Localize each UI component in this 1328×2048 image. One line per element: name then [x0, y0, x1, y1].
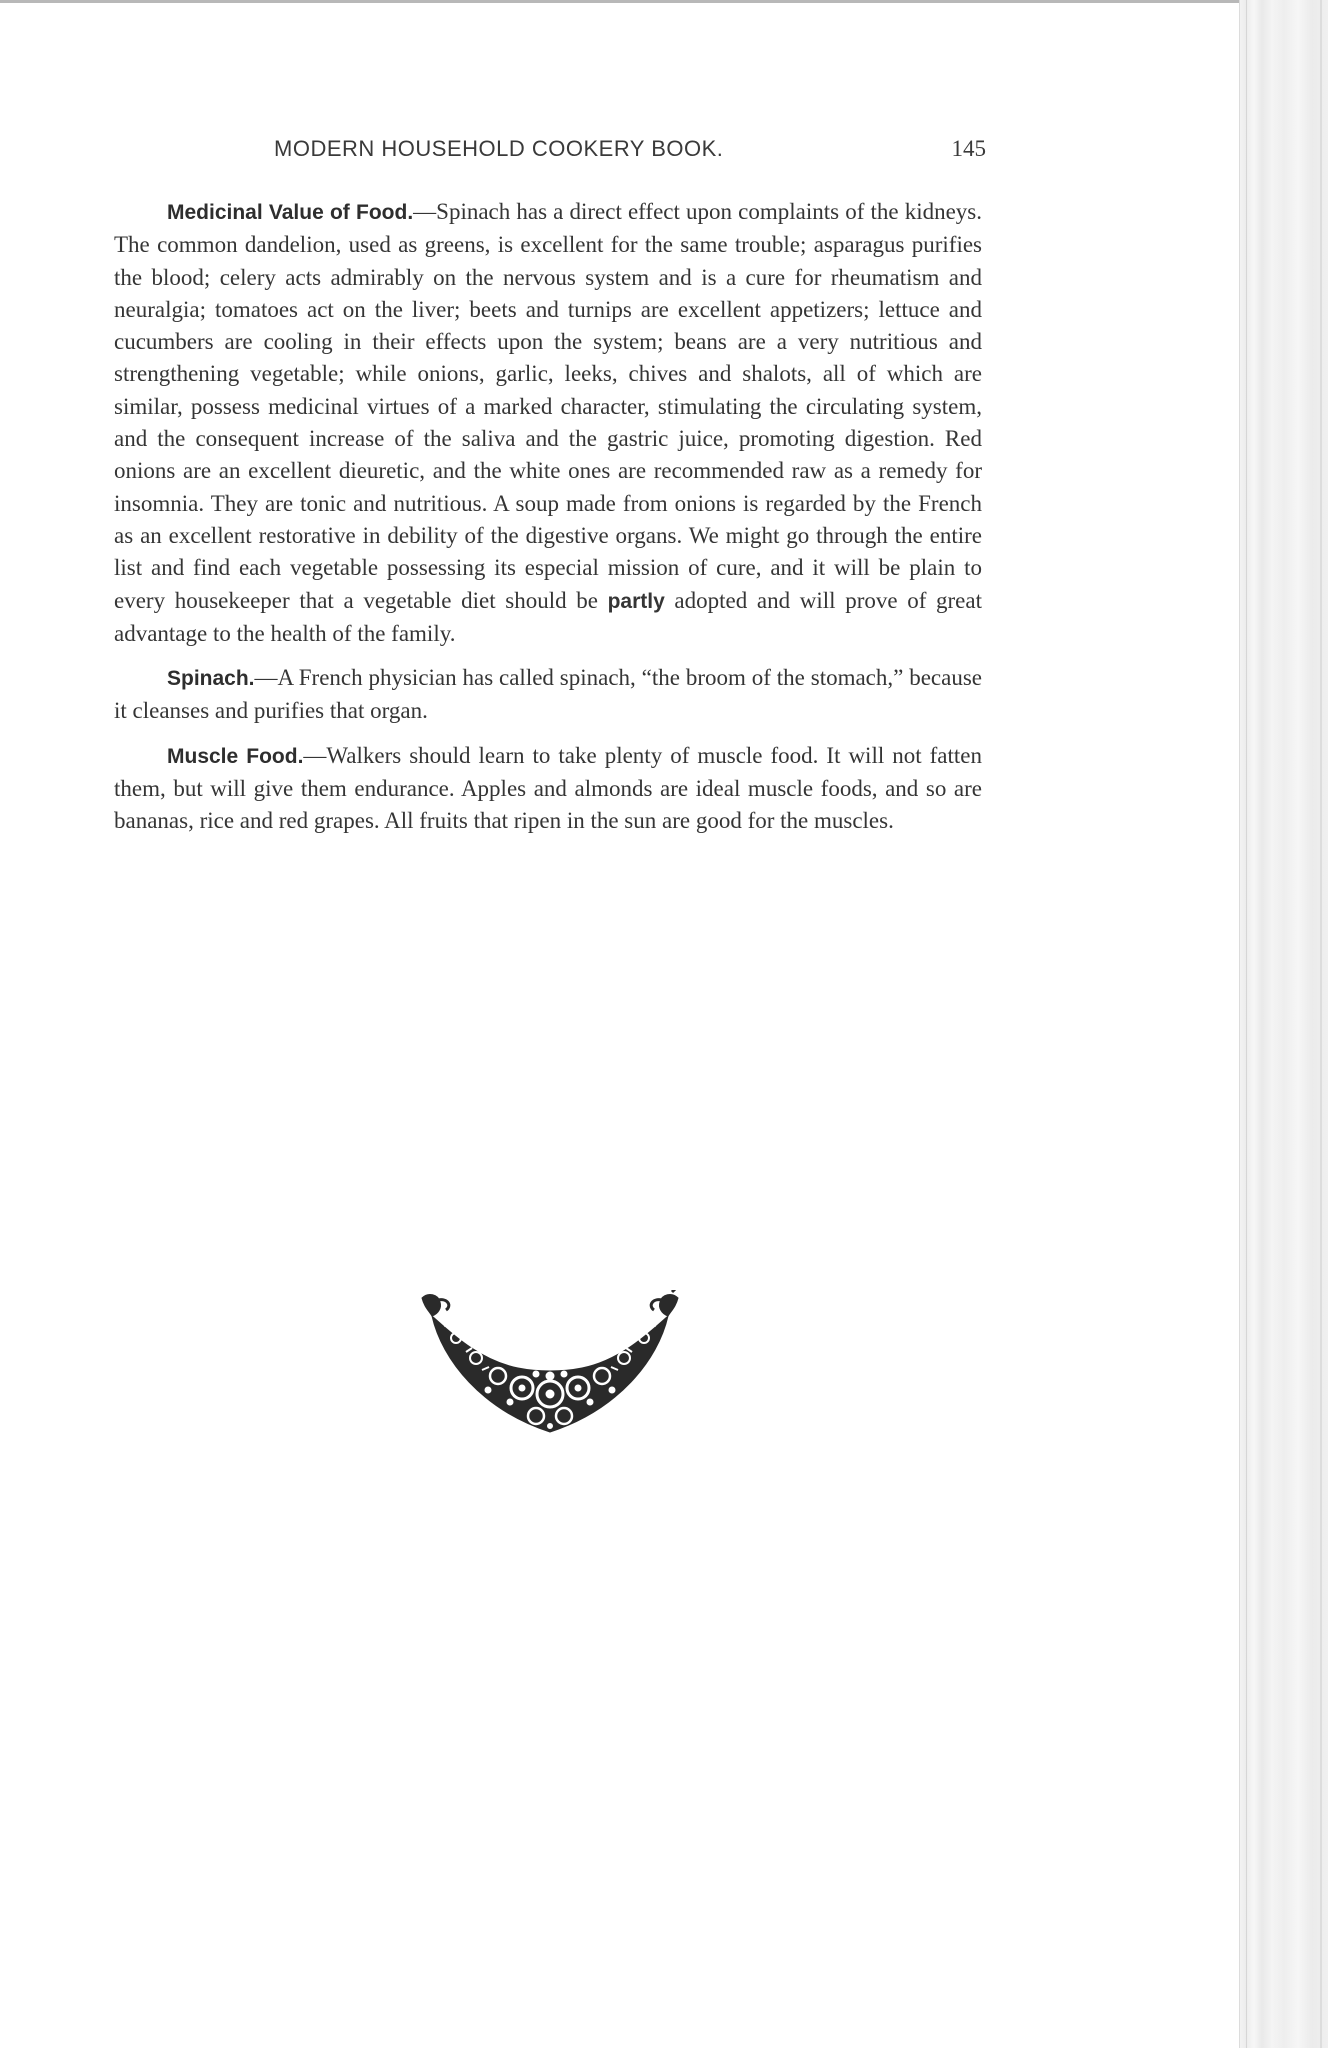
paragraph-text: —Spinach has a direct effect upon complaints of the kidneys. The common dandelion, used as greens, is excellent for the same trouble; asparagus purifies the blood; celery acts admirably on the nervous system and is a cure for rheumatism and neuralgia; tomatoes act on the liver; beets and turnips are excellent appetizers; lettuce and cucumbers are cooling in their effects upon the system; beans are a very nutritious and strengthening vegetable; while onions, garlic, leeks, chives and shalots, all of which are similar, possess medicinal virtues of a marked character, stimulating the circulating system, and the consequent increase of the saliva and the gastric juice, promoting digestion. Red onions are an excellent dieuretic, and the white ones are recommended raw as a remedy for insomnia. They are tonic and nutritious. A soup made from onions is regarded by the French as an excellent restorative in debility of the digestive organs. We might go through the entire list and find each vegetable possessing its especial mission of cure, and it will be plain to every housekeeper that a vegetable diet should be	[114, 199, 982, 613]
paragraph-text: adopted and will prove of great advantage to the health of the family.	[114, 587, 982, 646]
floral-tailpiece-icon	[418, 1290, 682, 1440]
paragraph-text: —Walkers should learn to take plenty of muscle food. It will not fatten them, but will give them endurance. Apples and almonds are ideal muscle foods, and so are bananas, rice and red grapes. All fruits that ripen in the sun are good for the muscles.	[114, 742, 982, 834]
body-text	[114, 196, 982, 850]
paragraph-spinach	[114, 662, 982, 728]
page-number: 145	[951, 136, 986, 161]
emphasized-word: partly	[607, 589, 665, 613]
paragraph-muscle-food	[114, 740, 982, 838]
page-right-edge	[1239, 0, 1328, 2048]
running-head	[150, 136, 986, 168]
paragraph-heading: Medicinal Value of Food.	[167, 201, 414, 224]
paragraph-text: —A French physician has called spinach, “the broom of the stomach,” because it cleanses and purifies that organ.	[114, 665, 982, 724]
paragraph-heading: Spinach.	[167, 667, 255, 691]
running-title: MODERN HOUSEHOLD COOKERY BOOK.	[274, 136, 724, 161]
page-top-edge	[0, 0, 1328, 3]
paragraph-heading: Muscle Food.	[167, 744, 304, 768]
paragraph-medicinal-value	[114, 196, 982, 650]
